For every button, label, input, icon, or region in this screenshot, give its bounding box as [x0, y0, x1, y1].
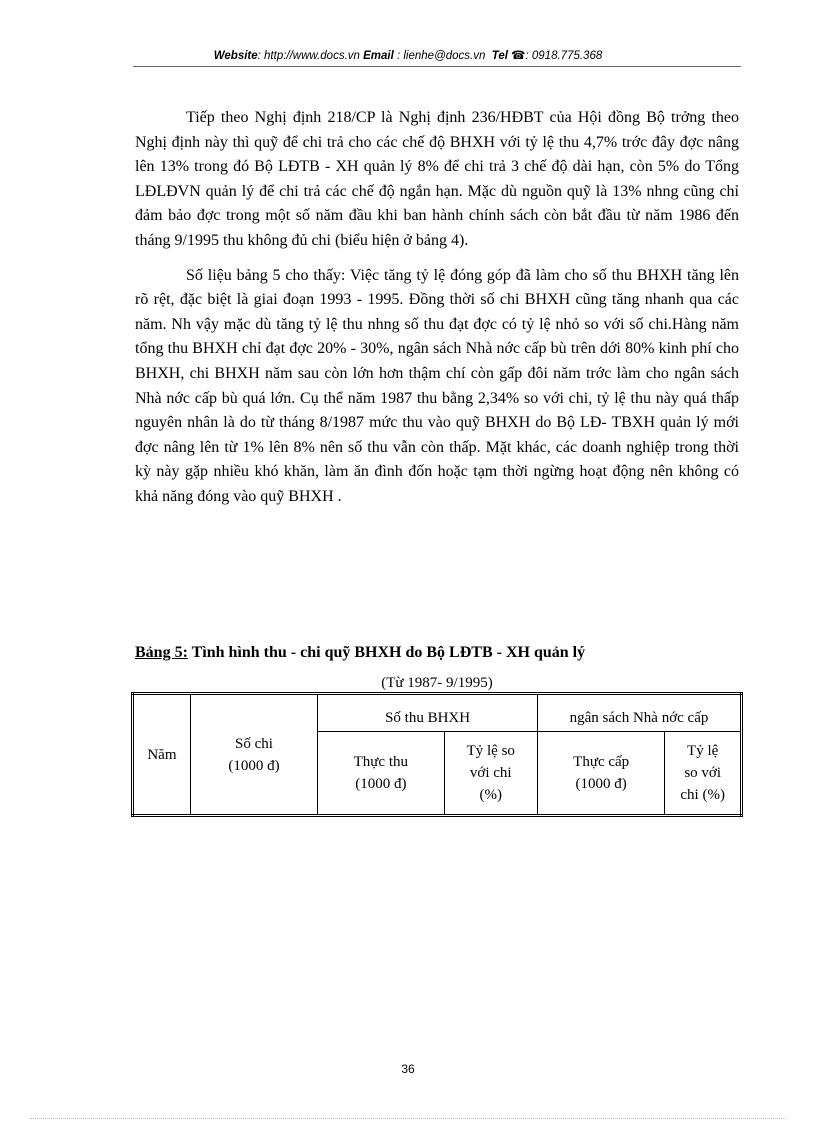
table-title: [135, 644, 739, 662]
table-subtitle: (Từ 1987- 9/1995): [381, 675, 493, 691]
email-value[interactable]: : lienhe@docs.vn: [393, 50, 486, 62]
data-table: [131, 692, 743, 817]
header-revenue-ratio: Tỷ lệ so với chi (%): [444, 732, 538, 816]
table-title-text: Tình hình thu - chi quỹ BHXH do Bộ LĐTB - XH quản lý: [187, 644, 586, 661]
page-number: 36: [401, 1062, 415, 1076]
header-spend: Số chi (1000 đ): [190, 694, 317, 816]
header-budget-group: ngân sách Nhà nớc cấp: [538, 694, 742, 732]
website-value[interactable]: : http://www.docs.vn: [257, 50, 360, 62]
header-actual-grant: Thực cấp (1000 đ): [538, 732, 665, 816]
header-year: Năm: [133, 694, 191, 816]
header-actual-revenue: Thực thu (1000 đ): [318, 732, 444, 816]
body-text: [135, 106, 739, 520]
header-divider: [133, 66, 741, 67]
paragraph-1: Tiếp theo Nghị định 218/CP là Nghị định 236/HĐBT của Hội đồng Bộ trởng theo Nghị định này thì quỹ để chi trả cho các chế độ BHXH với tỷ lệ thu 4,7% trớc đây đợc nâng lên 13% trong đó Bộ LĐTB - XH quản lý 8% để chi trả 3 chế độ dài hạn, còn 5% do Tổng LĐLĐVN quản lý để chi trả các chế độ ngắn hạn. Mặc dù nguồn quỹ là 13% nhng cũng chỉ đảm bảo đợc trong một số năm đầu khi ban hành chính sách còn bắt đầu từ năm 1986 đến tháng 9/1995 thu không đủ chi (biểu hiện ở bảng 4).: [135, 109, 739, 249]
header-grant-ratio: Tỷ lệ so với chi (%): [665, 732, 742, 816]
email-label: Email: [363, 50, 394, 62]
website-label: Website: [213, 50, 258, 62]
tel-value: ☎: 0918.775.368: [507, 50, 603, 62]
table-title-label: Bảng 5:: [135, 644, 188, 661]
page-header: [0, 48, 816, 62]
bottom-divider: [30, 1118, 786, 1119]
tel-label: Tel: [491, 50, 508, 62]
paragraph-2: Số liệu bảng 5 cho thấy: Việc tăng tỷ lệ đóng góp đã làm cho số thu BHXH tăng lên rõ rệt, đặc biệt là giai đoạn 1993 - 1995. Đồng thời số chi BHXH cũng tăng nhanh qua các năm. Nh vậy mặc dù tăng tỷ lệ thu nhng số thu đạt đợc có tỷ lệ nhỏ so với số chi.Hàng năm tổng thu BHXH chỉ đạt đợc 20% - 30%, ngân sách Nhà nớc cấp bù trên dới 80% kinh phí cho BHXH, chi BHXH năm sau còn lớn hơn thậm chí còn gấp đôi năm trớc làm cho ngân sách Nhà nớc cấp bù quá lớn. Cụ thể năm 1987 thu bằng 2,34% so với chi, tỷ lệ thu này quá thấp nguyên nhân là do từ tháng 8/1987 mức thu vào quỹ BHXH do Bộ LĐ- TBXH quản lý mới đợc nâng lên từ 1% lên 8% nên số thu vẫn còn thấp. Mặt khác, các doanh nghiệp trong thời kỳ này gặp nhiều khó khăn, làm ăn đình đốn hoặc tạm thời ngừng hoạt động nên không có khả năng đóng vào quỹ BHXH .: [135, 266, 739, 505]
header-revenue-group: Số thu BHXH: [318, 694, 538, 732]
